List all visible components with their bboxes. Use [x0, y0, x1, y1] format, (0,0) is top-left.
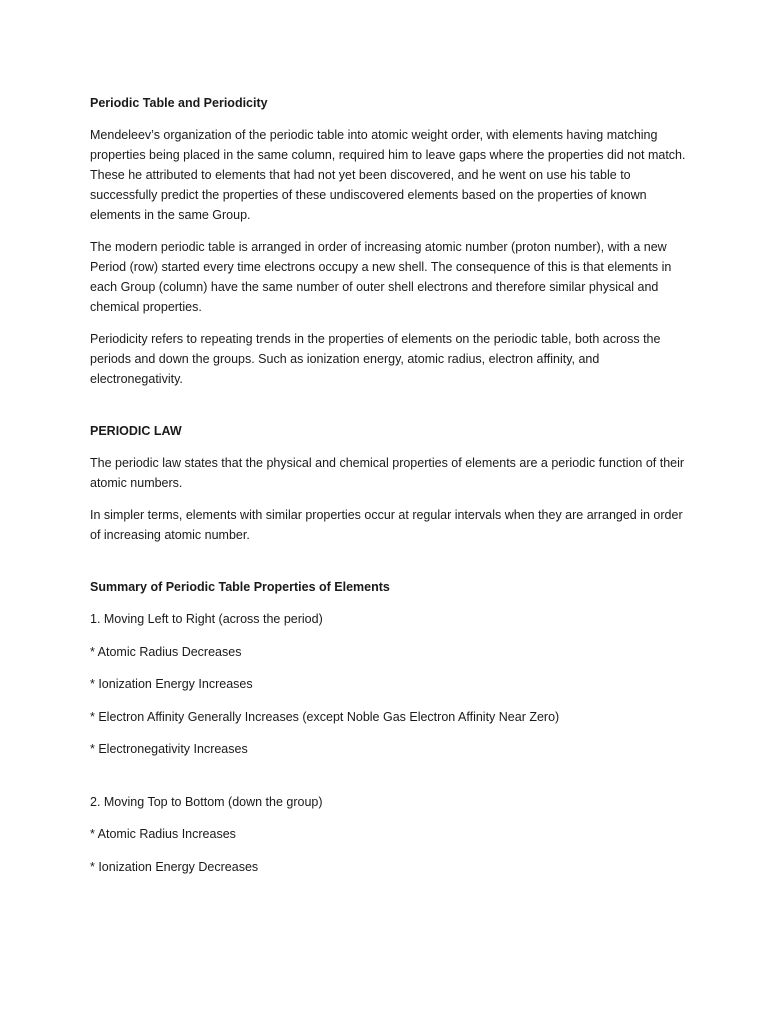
list-item: * Electron Affinity Generally Increases (except Noble Gas Electron Affinity Near Zero) — [90, 709, 560, 724]
list-item: * Ionization Energy Decreases — [90, 859, 259, 874]
paragraph-periodicity: Periodicity refers to repeating trends in the properties of elements on the periodic table, both across the periods and down the groups. Such as ionization energy, atomic radius, electron affinity, and electronegativity. — [90, 332, 661, 386]
list-group-title-left-right: 1. Moving Left to Right (across the period) — [90, 612, 323, 626]
section-heading-summary: Summary of Periodic Table Properties of Elements — [90, 580, 390, 594]
spacer — [90, 772, 688, 792]
paragraph-periodic-law: The periodic law states that the physical and chemical properties of elements are a periodic function of their atomic numbers. — [90, 456, 685, 490]
section-heading-periodic-table: Periodic Table and Periodicity — [90, 96, 268, 110]
paragraph-modern-table: The modern periodic table is arranged in order of increasing atomic number (proton number), with a new Period (row) started every time electrons occupy a new shell. The consequence of this is that elements in each Group (column) have the same number of outer shell electrons and therefore similar physical and chemical properties. — [90, 240, 672, 314]
spacer — [90, 401, 688, 421]
paragraph-mendeleev: Mendeleev’s organization of the periodic table into atomic weight order, with elements having matching properties being placed in the same column, required him to leave gaps where the properties did not match. These he attributed to elements that had not yet been discovered, and he went on use his table to successfully predict the properties of these undiscovered elements based on the properties of known elements in the same Group. — [90, 128, 686, 222]
list-group-title-top-bottom: 2. Moving Top to Bottom (down the group) — [90, 794, 323, 809]
spacer — [90, 557, 688, 577]
list-item: * Electronegativity Increases — [90, 742, 248, 756]
list-item: * Atomic Radius Increases — [90, 827, 236, 841]
list-item: * Atomic Radius Decreases — [90, 644, 242, 659]
paragraph-simpler-terms: In simpler terms, elements with similar properties occur at regular intervals when they are arranged in order of increasing atomic number. — [90, 508, 683, 542]
list-item: * Ionization Energy Increases — [90, 677, 253, 691]
section-heading-periodic-law: PERIODIC LAW — [90, 424, 182, 438]
